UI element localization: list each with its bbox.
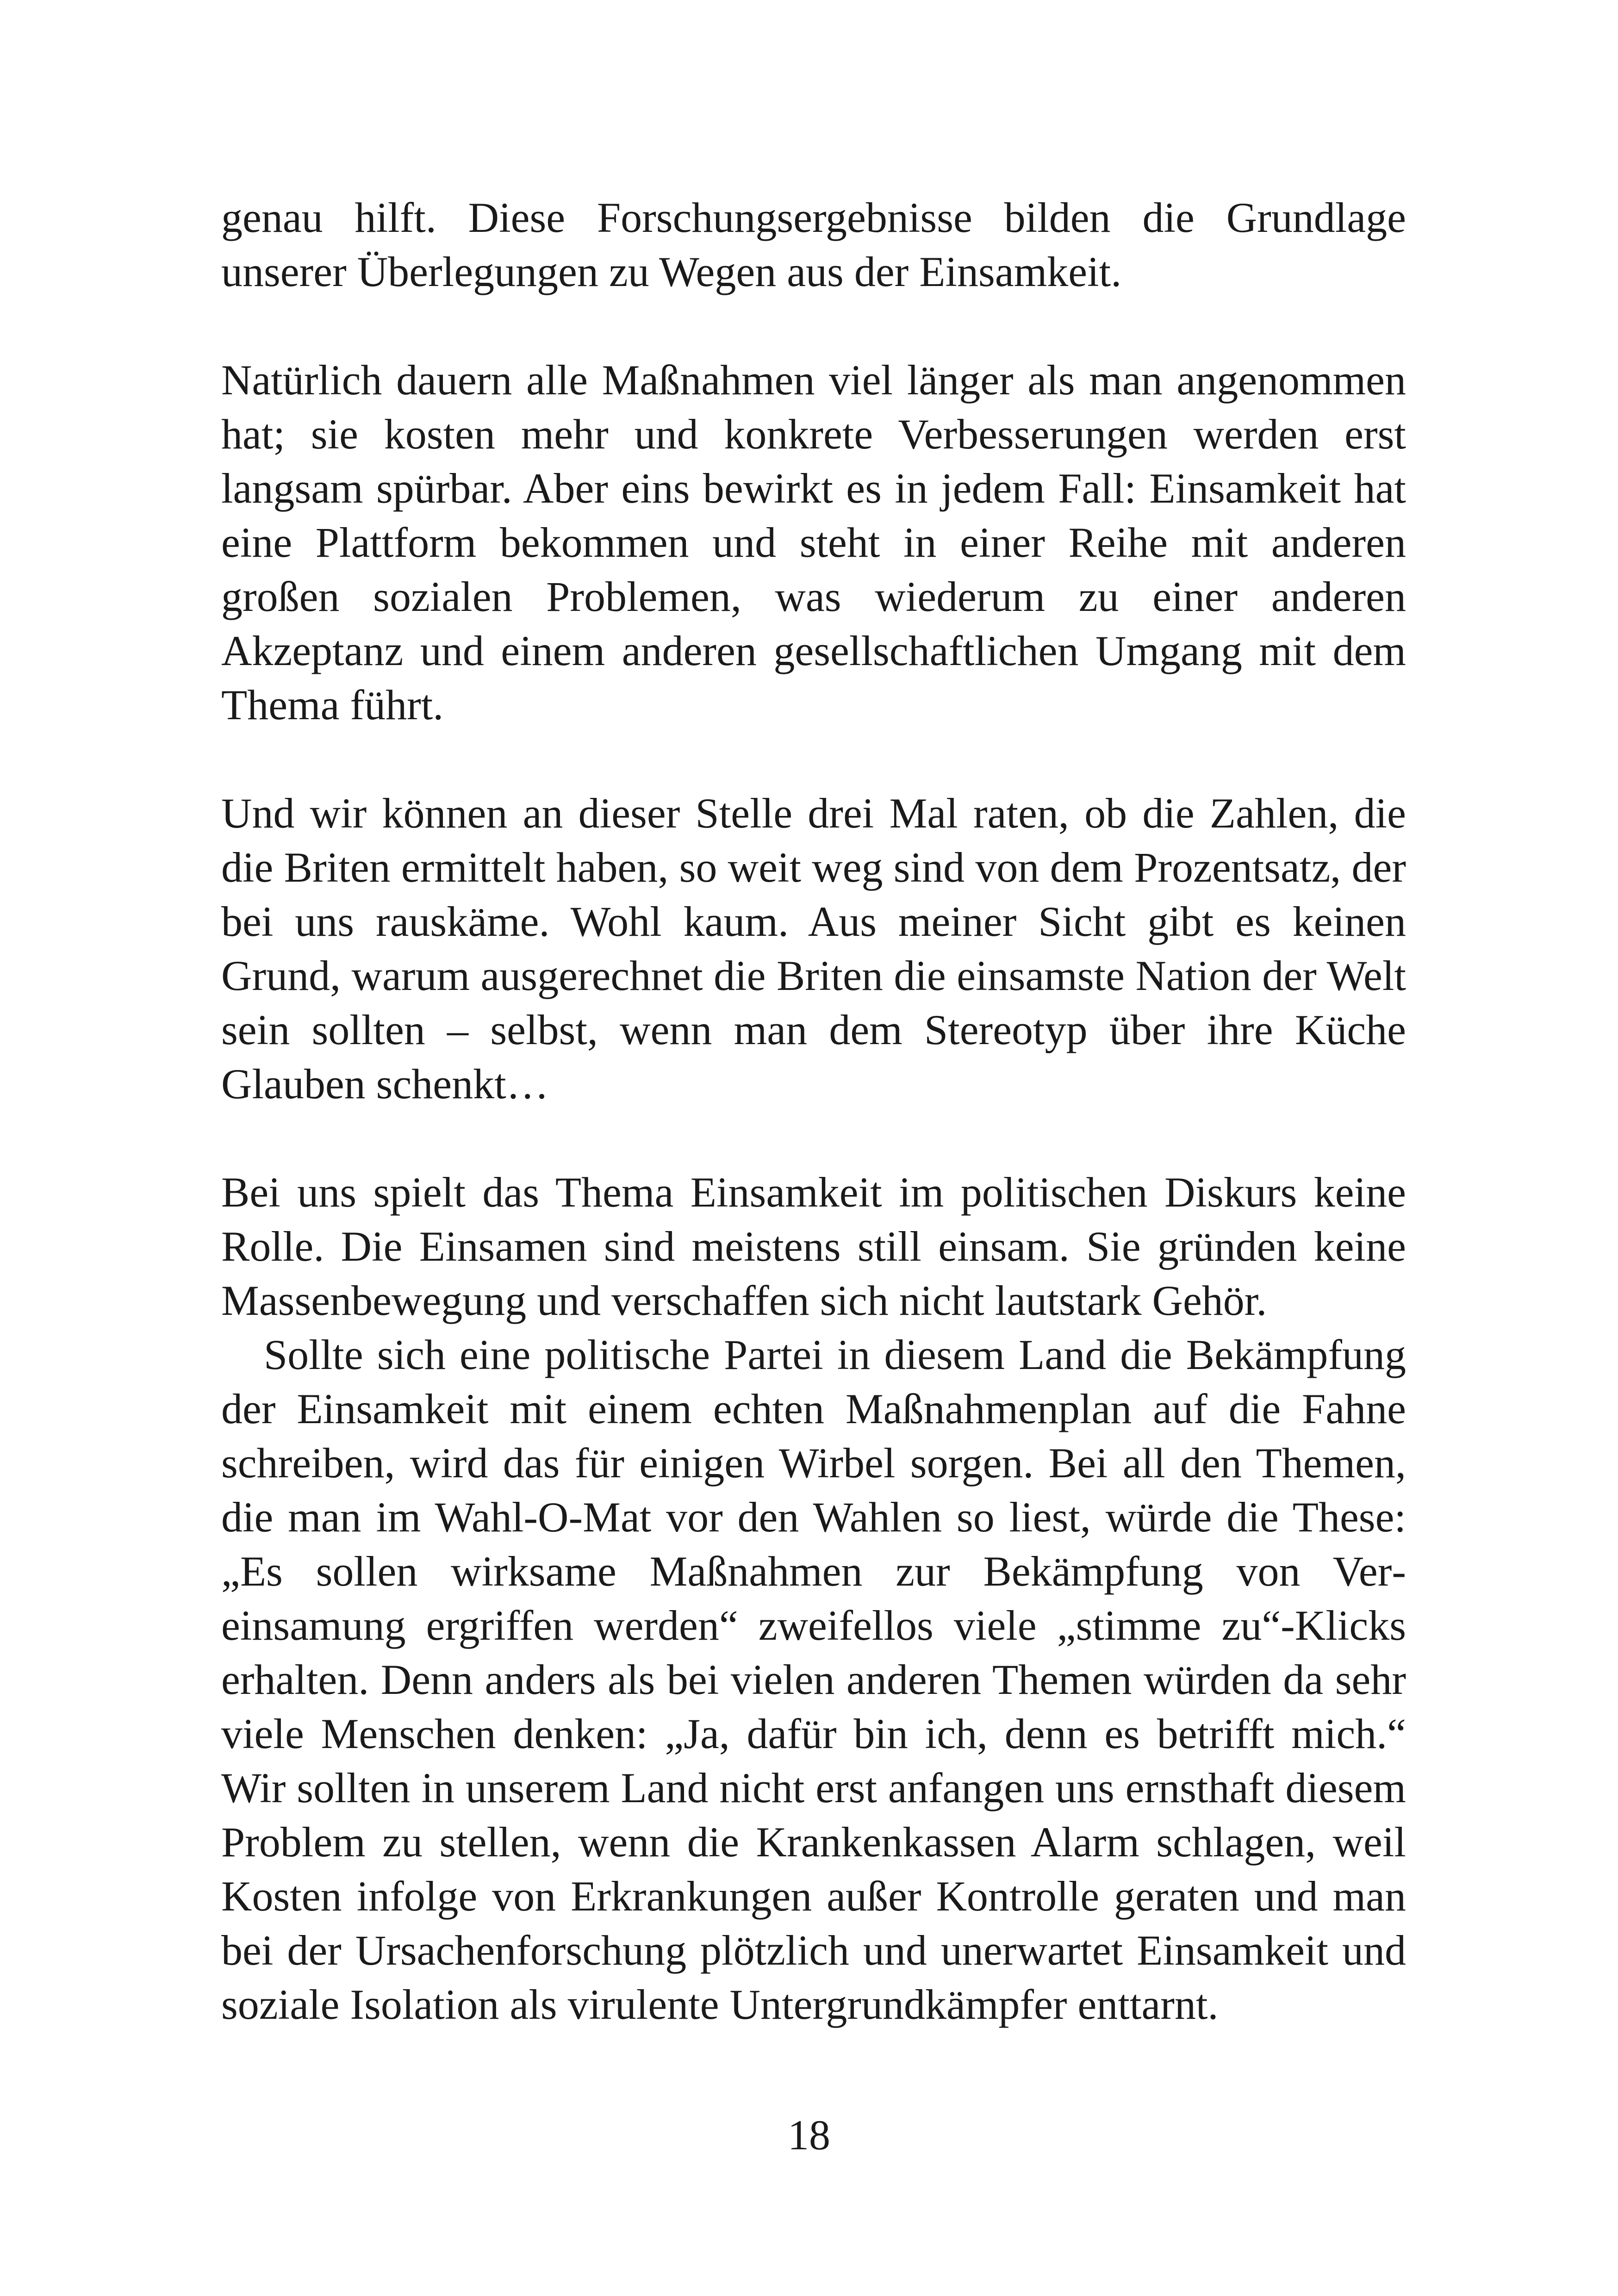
paragraph-5: Sollte sich eine politische Partei in diesem Land die Bekämpfung der Einsamkeit mit einem echten Maßnahmenplan auf die Fahne schreiben, wird das für einigen Wirbel sorgen. Bei all den Themen, die man im Wahl-O-Mat vor den Wahlen so liest, würde die These: „Es sollen wirksame Maßnahmen zur Bekämpfung von Vereinsamung ergriffen werden“ zweifellos viele „stimme zu“-Klicks erhalten. Denn anders als bei vielen anderen Themen würden da sehr viele Menschen denken: „Ja, dafür bin ich, denn es betrifft mich.“ Wir sollten in unserem Land nicht erst anfangen uns ernsthaft diesem Problem zu stellen, wenn die Krankenkassen Alarm schlagen, weil Kosten infolge von Erkrankungen außer Kontrolle geraten und man bei der Ursachenforschung plötzlich und unerwartet Einsamkeit und soziale Isolation als virulente Untergrundkämpfer enttarnt. xyxy=(221,1331,1406,2028)
paragraph-3: Und wir können an dieser Stelle drei Mal raten, ob die Zahlen, die die Briten ermittelt haben, so weit weg sind von dem Prozentsatz, der bei uns rauskäme. Wohl kaum. Aus meiner Sicht gibt es keinen Grund, warum ausgerechnet die Briten die einsamste Nation der Welt sein sollten – selbst, wenn man dem Stereotyp über ihre Küche Glauben schenkt… xyxy=(221,790,1406,1108)
paragraph-4: Bei uns spielt das Thema Einsamkeit im politischen Diskurs keine Rolle. Die Einsamen sind meistens still einsam. Sie gründen keine Massenbewegung und verschaffen sich nicht lautstark Gehör. xyxy=(221,1169,1406,1324)
body-text xyxy=(221,191,1406,2032)
page-number: 18 xyxy=(788,2111,830,2159)
paragraph-2: Natürlich dauern alle Maßnahmen viel länger als man angenommen hat; sie kosten mehr und konkrete Verbesserungen werden erst langsam spürbar. Aber eins bewirkt es in jedem Fall: Einsamkeit hat eine Plattform bekommen und steht in einer Reihe mit anderen großen sozialen Problemen, was wiederum zu einer anderen Akzeptanz und einem anderen gesellschaftlichen Umgang mit dem Thema führt. xyxy=(221,356,1406,728)
paragraph-1: genau hilft. Diese Forschungsergebnisse bilden die Grundlage unserer Überlegungen zu Wegen aus der Einsamkeit. xyxy=(221,194,1406,295)
